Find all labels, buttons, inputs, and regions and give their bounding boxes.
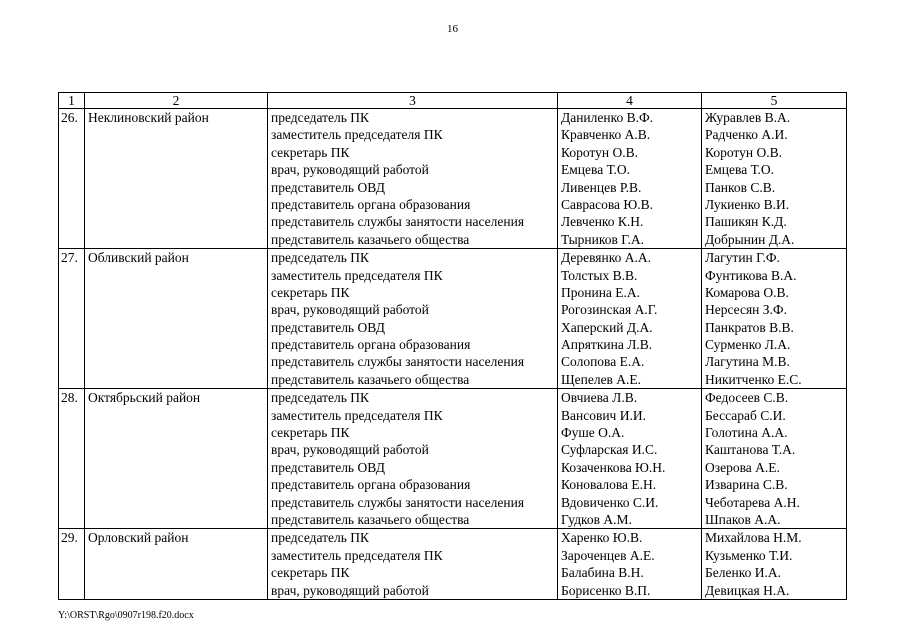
reserve-name: Беленко И.А. (705, 565, 781, 581)
role-line: представитель ОВД (271, 319, 385, 335)
table-body (59, 109, 847, 600)
member-name: Ливенцев Р.В. (561, 179, 642, 195)
role-line: представитель органа образования (271, 477, 471, 493)
table-row (59, 389, 847, 529)
role-line: секретарь ПК (271, 144, 350, 160)
member-name: Емцева Т.О. (561, 162, 630, 178)
role-line: заместитель председателя ПК (271, 547, 443, 563)
commission-table (58, 92, 847, 600)
district-name: Обливский район (85, 249, 268, 389)
reserve-name: Шпаков А.А. (705, 511, 781, 527)
header-col-5: 5 (702, 93, 847, 109)
role-line: представитель ОВД (271, 179, 385, 195)
reserve-name: Нерсесян З.Ф. (705, 302, 787, 318)
roles-cell (268, 109, 558, 249)
member-name: Суфларская И.С. (561, 442, 658, 458)
members-cell (558, 389, 702, 529)
role-line: представитель службы занятости населения (271, 494, 525, 510)
page-number: 16 (447, 23, 458, 35)
role-line: врач, руководящий работой (271, 442, 429, 458)
reserve-name: Голотина А.А. (705, 425, 788, 441)
role-line: представитель ОВД (271, 459, 385, 475)
role-line: врач, руководящий работой (271, 582, 429, 598)
role-line: представитель службы занятости населения (271, 214, 525, 230)
role-line: председатель ПК (271, 530, 370, 546)
reserve-name: Михайлова Н.М. (705, 530, 802, 546)
header-col-3: 3 (268, 93, 558, 109)
roles-cell (268, 249, 558, 389)
roles-cell (268, 389, 558, 529)
district-name: Октябрьский район (85, 389, 268, 529)
reserve-name: Панкратов В.В. (705, 319, 794, 335)
reserve-name: Никитченко Е.С. (705, 371, 802, 387)
member-name: Коновалова Е.Н. (561, 477, 657, 493)
reserve-name: Панков С.В. (705, 179, 776, 195)
role-line: представитель казачьего общества (271, 511, 470, 527)
header-col-1: 1 (59, 93, 85, 109)
reserve-name: Изварина С.В. (705, 477, 788, 493)
reserve-name: Сурменко Л.А. (705, 337, 791, 353)
reserve-name: Добрынин Д.А. (705, 231, 795, 247)
reserve-name: Каштанова Т.А. (705, 442, 796, 458)
member-name: Левченко К.Н. (561, 214, 644, 230)
reserve-name: Озерова А.Е. (705, 459, 780, 475)
role-line: секретарь ПК (271, 425, 350, 441)
role-line: представитель органа образования (271, 337, 471, 353)
reserve-name: Комарова О.В. (705, 284, 789, 300)
role-line: врач, руководящий работой (271, 162, 429, 178)
reserve-name: Емцева Т.О. (705, 162, 774, 178)
row-number: 27. (59, 249, 85, 389)
member-name: Кравченко А.В. (561, 127, 651, 143)
members-cell (558, 109, 702, 249)
reserve-name: Чеботарева А.Н. (705, 494, 800, 510)
role-line: заместитель председателя ПК (271, 127, 443, 143)
file-path-footer: Y:\ORST\Rgo\0907r198.f20.docx (58, 610, 194, 621)
role-line: представитель органа образования (271, 196, 471, 212)
member-name: Апряткина Л.В. (561, 337, 653, 353)
reserve-name: Пашикян К.Д. (705, 214, 787, 230)
role-line: секретарь ПК (271, 284, 350, 300)
header-col-2: 2 (85, 93, 268, 109)
reserve-name: Федосеев С.В. (705, 390, 789, 406)
reserve-name: Девицкая Н.А. (705, 582, 790, 598)
member-name: Харенко Ю.В. (561, 530, 643, 546)
reserves-cell (702, 529, 847, 600)
role-line: врач, руководящий работой (271, 302, 429, 318)
role-line: представитель казачьего общества (271, 371, 470, 387)
reserve-name: Журавлев В.А. (705, 110, 791, 125)
member-name: Овчиева Л.В. (561, 390, 638, 406)
reserve-name: Радченко А.И. (705, 127, 788, 143)
member-name: Тырников Г.А. (561, 231, 644, 247)
role-line: секретарь ПК (271, 565, 350, 581)
role-line: председатель ПК (271, 110, 370, 125)
reserve-name: Лагутина М.В. (705, 354, 790, 370)
members-cell (558, 249, 702, 389)
role-line: председатель ПК (271, 390, 370, 406)
header-col-4: 4 (558, 93, 702, 109)
reserves-cell (702, 389, 847, 529)
member-name: Щепелев А.Е. (561, 371, 642, 387)
reserve-name: Лукиенко В.И. (705, 196, 790, 212)
member-name: Даниленко В.Ф. (561, 110, 654, 125)
member-name: Деревянко А.А. (561, 250, 651, 266)
reserve-name: Кузьменко Т.И. (705, 547, 793, 563)
table-row (59, 249, 847, 389)
member-name: Рогозинская А.Г. (561, 302, 658, 318)
role-line: представитель казачьего общества (271, 231, 470, 247)
table-row (59, 109, 847, 249)
role-line: заместитель председателя ПК (271, 407, 443, 423)
district-name: Неклиновский район (85, 109, 268, 249)
reserve-name: Бессараб С.И. (705, 407, 786, 423)
members-cell (558, 529, 702, 600)
member-name: Хаперский Д.А. (561, 319, 653, 335)
member-name: Зароченцев А.Е. (561, 547, 655, 563)
role-line: заместитель председателя ПК (271, 267, 443, 283)
reserves-cell (702, 109, 847, 249)
table-header (59, 93, 847, 109)
reserve-name: Фунтикова В.А. (705, 267, 797, 283)
member-name: Козаченкова Ю.Н. (561, 459, 666, 475)
role-line: представитель службы занятости населения (271, 354, 525, 370)
member-name: Вансович И.И. (561, 407, 646, 423)
member-name: Гудков А.М. (561, 511, 632, 527)
row-number: 28. (59, 389, 85, 529)
table-row (59, 529, 847, 600)
row-number: 29. (59, 529, 85, 600)
header-row (59, 93, 847, 109)
roles-cell (268, 529, 558, 600)
member-name: Саврасова Ю.В. (561, 196, 654, 212)
member-name: Коротун О.В. (561, 144, 638, 160)
reserves-cell (702, 249, 847, 389)
reserve-name: Коротун О.В. (705, 144, 782, 160)
member-name: Пронина Е.А. (561, 284, 641, 300)
reserve-name: Лагутин Г.Ф. (705, 250, 780, 266)
member-name: Балабина В.Н. (561, 565, 644, 581)
member-name: Солопова Е.А. (561, 354, 645, 370)
district-name: Орловский район (85, 529, 268, 600)
member-name: Фуше О.А. (561, 425, 625, 441)
member-name: Вдовиченко С.И. (561, 494, 659, 510)
row-number: 26. (59, 109, 85, 249)
member-name: Толстых В.В. (561, 267, 638, 283)
member-name: Борисенко В.П. (561, 582, 651, 598)
role-line: председатель ПК (271, 250, 370, 266)
